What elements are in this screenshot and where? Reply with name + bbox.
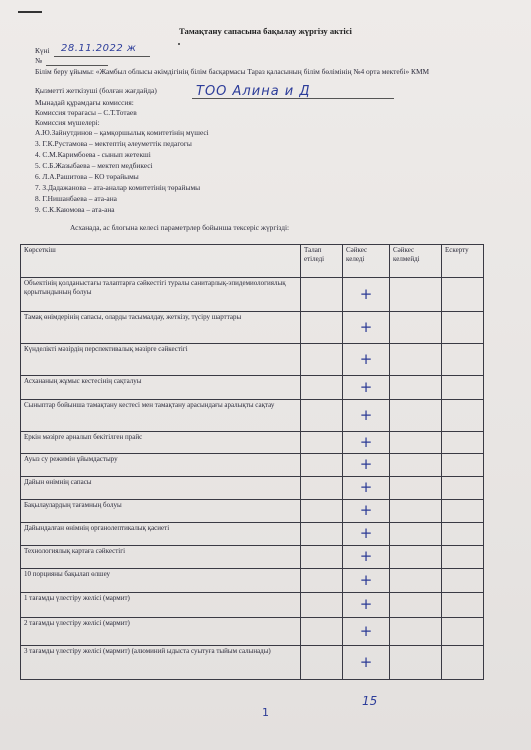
noncompliant-cell <box>390 344 442 376</box>
indicator-cell: Ауыз су режимін ұйымдастыру <box>21 454 301 477</box>
note-cell <box>442 593 484 618</box>
indicator-cell: Асхананың жұмыс кестесінің сақталуы <box>21 376 301 400</box>
number-underline <box>46 65 108 66</box>
required-cell <box>301 454 343 477</box>
noncompliant-cell <box>390 546 442 569</box>
compliant-cell <box>343 432 390 454</box>
noncompliant-cell <box>390 569 442 593</box>
required-cell <box>301 500 343 523</box>
compliant-cell <box>343 500 390 523</box>
table-row <box>21 432 484 454</box>
required-cell <box>301 312 343 344</box>
table-row <box>21 312 484 344</box>
note-cell <box>442 646 484 680</box>
required-cell <box>301 400 343 432</box>
commission-intro: Мынадай құрамдағы комиссия: <box>35 98 134 107</box>
member-line: 6. Л.А.Рашитова – КО төрайымы <box>35 172 139 181</box>
table-row <box>21 618 484 646</box>
required-cell <box>301 569 343 593</box>
note-cell <box>442 523 484 546</box>
table-row <box>21 278 484 312</box>
indicator-cell: Технологиялық картаға сәйкестігі <box>21 546 301 569</box>
noncompliant-cell <box>390 593 442 618</box>
compliant-cell <box>343 278 390 312</box>
compliant-cell <box>343 477 390 500</box>
note-cell <box>442 454 484 477</box>
table-row <box>21 569 484 593</box>
required-cell <box>301 432 343 454</box>
member-line: 7. З.Дадажанова – ата-аналар комитетінің төрайымы <box>35 183 201 192</box>
noncompliant-cell <box>390 278 442 312</box>
compliant-cell <box>343 593 390 618</box>
indicator-cell: Тамақ өнімдерінің сапасы, оларды тасымалдау, жеткізу, түсіру шарттары <box>21 312 301 344</box>
plus-mark: + <box>359 478 373 497</box>
education-dept: Білім беру ұйымы: «Жамбыл облысы әкімдігінің білім басқармасы Тараз қаласының білім бөлімінің №4 орта мектебі» КММ <box>35 67 430 76</box>
indicator-cell: Объектінің қолданыстағы талаптарға сәйкестігі туралы санитарлық-эпидемиологиялық қорытындының болуы <box>21 278 301 312</box>
note-cell <box>442 400 484 432</box>
plus-mark: + <box>359 501 373 520</box>
note-cell <box>442 344 484 376</box>
note-cell <box>442 312 484 344</box>
member-line: 4. С.М.Каримбоева - сынып жетекші <box>35 150 151 159</box>
date-label: Күні <box>35 46 50 55</box>
note-cell <box>442 376 484 400</box>
compliant-cell <box>343 454 390 477</box>
plus-mark: + <box>359 349 373 368</box>
plus-mark: + <box>359 317 373 336</box>
indicator-cell: 10 порцияны бақылап өлшеу <box>21 569 301 593</box>
table-row <box>21 344 484 376</box>
commission-chair: Комиссия төрағасы – С.Т.Тотаев <box>35 108 137 117</box>
members-label: Комиссия мүшелері: <box>35 118 100 127</box>
table-row <box>21 523 484 546</box>
plus-mark: + <box>359 570 373 589</box>
inspection-table <box>20 244 484 680</box>
noncompliant-cell <box>390 376 442 400</box>
page-number: 1 <box>262 706 269 719</box>
table-row <box>21 376 484 400</box>
required-cell <box>301 523 343 546</box>
required-cell <box>301 646 343 680</box>
table-row <box>21 646 484 680</box>
member-line: 3. Г.К.Рустамова – мектептің әлеуметтік педагогы <box>35 139 192 148</box>
supplier-value: ТОО Алина и Д <box>196 84 311 99</box>
table-row <box>21 546 484 569</box>
col-header-indicator: Көрсеткіш <box>21 245 301 278</box>
table-row <box>21 400 484 432</box>
note-cell <box>442 278 484 312</box>
required-cell <box>301 477 343 500</box>
col-header-required: Талап етіледі <box>301 245 343 278</box>
compliant-cell <box>343 569 390 593</box>
compliant-cell <box>343 344 390 376</box>
note-cell <box>442 618 484 646</box>
plus-mark: + <box>359 595 373 614</box>
compliant-cell <box>343 376 390 400</box>
noncompliant-cell <box>390 618 442 646</box>
plus-mark: + <box>359 405 373 424</box>
col-header-noncompliant: Сәйкес келмейді <box>390 245 442 278</box>
member-line: 9. С.К.Каюмова – ата-ана <box>35 205 115 214</box>
supplier-label: Қызметті жеткізуші (болған жағдайда) <box>35 86 157 95</box>
indicator-cell: Бақылаулардың тағамның болуы <box>21 500 301 523</box>
plus-mark: + <box>359 455 373 474</box>
plus-mark: + <box>359 524 373 543</box>
col-header-note: Ескерту <box>442 245 484 278</box>
member-line: 5. С.Б.Жазыбаева – мектеп медбикесі <box>35 161 153 170</box>
noncompliant-cell <box>390 454 442 477</box>
plus-mark: + <box>359 432 373 451</box>
col-header-compliant: Сәйкес келеді <box>343 245 390 278</box>
note-cell <box>442 432 484 454</box>
noncompliant-cell <box>390 523 442 546</box>
plus-mark: + <box>359 652 373 671</box>
required-cell <box>301 546 343 569</box>
indicator-cell: Күнделікті мәзірдің перспективалық мәзірге сәйкестігі <box>21 344 301 376</box>
compliant-cell <box>343 312 390 344</box>
indicator-cell: 3 тағамды үлестіру желісі (мармит) (алюминий ыдыста суытуға тыйым салынады) <box>21 646 301 680</box>
top-dash <box>18 11 42 13</box>
plus-mark: + <box>359 377 373 396</box>
noncompliant-cell <box>390 312 442 344</box>
indicator-cell: 1 тағамды үлестіру желісі (мармит) <box>21 593 301 618</box>
noncompliant-cell <box>390 477 442 500</box>
table-row <box>21 500 484 523</box>
required-cell <box>301 593 343 618</box>
paper-dot <box>178 43 180 45</box>
noncompliant-cell <box>390 646 442 680</box>
date-underline <box>54 56 150 57</box>
compliant-cell <box>343 618 390 646</box>
plus-mark: + <box>359 284 373 303</box>
table-header-row <box>21 245 484 278</box>
indicator-cell: Еркін мәзірге арналып бекітілген прайс <box>21 432 301 454</box>
compliant-cell <box>343 546 390 569</box>
table-row <box>21 477 484 500</box>
inspection-intro: Асханада, ас блогына келесі параметрлер бойынша тексеріс жүргізді: <box>70 223 290 232</box>
note-cell <box>442 500 484 523</box>
table-row <box>21 593 484 618</box>
required-cell <box>301 376 343 400</box>
number-label: № <box>35 56 43 65</box>
indicator-cell: Дайындалған өнімнің органолептикалық қасиеті <box>21 523 301 546</box>
indicator-cell: Дайын өнімнің сапасы <box>21 477 301 500</box>
plus-mark: + <box>359 547 373 566</box>
note-cell <box>442 569 484 593</box>
note-cell <box>442 546 484 569</box>
noncompliant-cell <box>390 400 442 432</box>
table-row <box>21 454 484 477</box>
handwritten-total: 15 <box>362 694 378 708</box>
compliant-cell <box>343 523 390 546</box>
plus-mark: + <box>359 621 373 640</box>
compliant-cell <box>343 400 390 432</box>
noncompliant-cell <box>390 432 442 454</box>
member-line: 8. Г.Нишанбаева – ата-ана <box>35 194 117 203</box>
indicator-cell: Сыныптар бойынша тамақтану кестесі мен тамақтану арасындағы аралықты сақтау <box>21 400 301 432</box>
compliant-cell <box>343 646 390 680</box>
noncompliant-cell <box>390 500 442 523</box>
required-cell <box>301 278 343 312</box>
note-cell <box>442 477 484 500</box>
member-line: А.Ю.Зайнутдинов – қамқоршылық комитетінің мүшесі <box>35 128 209 137</box>
required-cell <box>301 618 343 646</box>
date-value: 28.11.2022 ж <box>61 43 137 54</box>
required-cell <box>301 344 343 376</box>
indicator-cell: 2 тағамды үлестіру желісі (мармит) <box>21 618 301 646</box>
document-title: Тамақтану сапасына бақылау жүргізу актісі <box>179 26 352 36</box>
